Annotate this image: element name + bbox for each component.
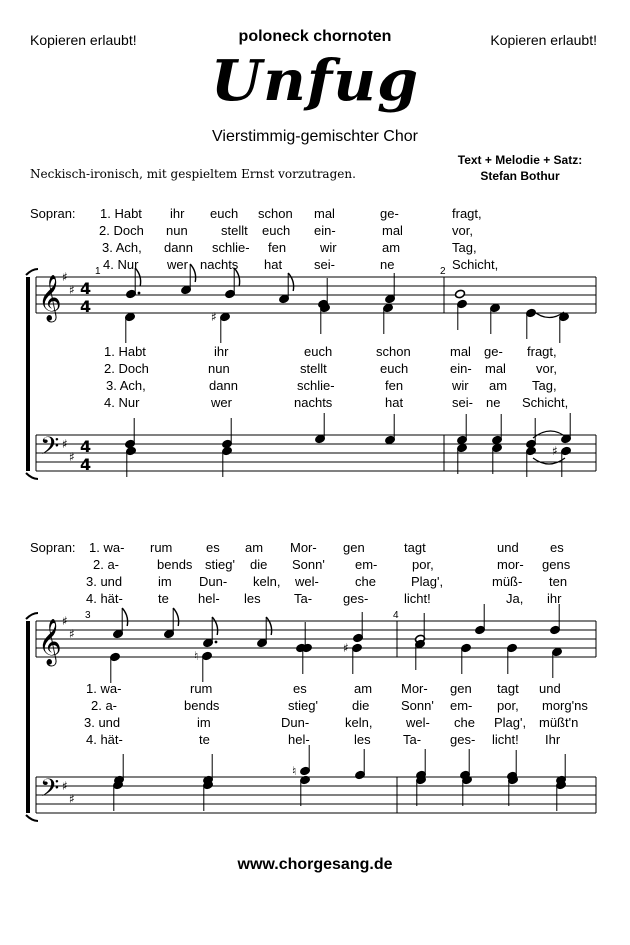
time-signature-denominator: 4 [80,455,92,474]
lyric: Mor- [290,540,317,555]
lyric: stellt [221,223,248,238]
lyric: schlie- [212,240,250,255]
treble-clef: 𝄞 [38,275,62,321]
lyric: tagt [497,681,519,696]
credit-author: Stefan Bothur [480,169,560,183]
lyric: fen [268,240,287,255]
lyric: im [197,715,211,730]
time-signature-denominator: 4 [80,297,92,316]
lyric: Sonn' [292,557,325,572]
key-signature-sharp: ♯ [69,283,75,297]
key-signature-sharp: ♯ [69,792,75,806]
lyric: wel- [295,574,319,589]
lyric: müßt'n [539,715,579,730]
lyric: stieg' [288,698,318,713]
lyric: Dun- [199,574,228,589]
lyric: schon [376,344,411,359]
lyric: hel- [288,732,310,747]
lyric: hat [264,257,283,272]
lyric: ihr [170,206,185,221]
performance-direction: Neckisch-ironisch, mit gespieltem Ernst vorzutragen. [30,167,356,181]
lyric: 3. und [86,574,123,589]
lyric: Plag', [494,715,527,730]
lyric: am [382,240,401,255]
bracket-hook [26,815,38,821]
lyric: gen [450,681,472,696]
time-signature-numerator: 4 [80,279,92,298]
lyric: 4. hät- [86,732,123,747]
lyric: stellt [300,361,327,376]
lyric: rum [190,681,213,696]
lyric: wer [167,257,188,272]
lyric: und [497,540,519,555]
lyric: bends [157,557,193,572]
brand: poloneck chornoten [238,28,392,45]
measure-number: 3 [85,610,91,621]
lyric: te [199,732,210,747]
lyric: em- [355,557,378,572]
lyric: morg'ns [542,698,588,713]
lyric: vor, [536,361,557,376]
lyric: ges- [343,591,369,606]
lyric: fragt, [452,206,482,221]
bass-clef: 𝄢 [40,432,60,467]
note-flag [173,608,178,626]
lyric: mal [314,206,335,221]
lyric: ihr [547,591,562,606]
lyric: Plag', [411,574,444,589]
key-signature-sharp: ♯ [62,614,68,628]
lyric: nachts [294,395,333,410]
lyric: und [539,681,561,696]
lyric: che [355,574,376,589]
lyric: rum [150,540,173,555]
natural-accidental: ♮ [194,649,199,663]
lyric: ges- [450,732,476,747]
credit-heading: Text + Melodie + Satz: [457,153,583,167]
lyric: Tag, [452,240,477,255]
lyric: euch [210,206,239,221]
note-head [455,289,466,299]
lyric: euch [304,344,333,359]
lyric: Tag, [532,378,557,393]
bracket-hook [26,269,38,275]
lyric: wir [320,240,337,255]
lyric: keln, [253,574,281,589]
lyric: 3. Ach, [106,378,146,393]
lyric: Ja, [506,591,524,606]
lyric: Ta- [294,591,313,606]
lyric: wir [452,378,469,393]
lyric: Mor- [401,681,428,696]
lyric: ne [380,257,395,272]
lyric: ten [549,574,568,589]
augmentation-dot [215,641,218,644]
copy-notice-right: Kopieren erlaubt! [490,32,597,48]
system-2 [26,604,596,821]
measure-number: 1 [95,266,101,277]
lyric: nun [166,223,188,238]
lyric: ihr [214,344,229,359]
lyric: nun [208,361,230,376]
lyric: euch [262,223,291,238]
lyric: nachts [200,257,239,272]
lyric: les [244,591,261,606]
lyric: 1. Habt [104,344,146,359]
lyric: euch [380,361,409,376]
lyric: die [352,698,370,713]
natural-accidental: ♮ [292,764,297,778]
measure-number: 2 [440,266,446,277]
lyric: fragt, [527,344,557,359]
lyric: es [550,540,564,555]
lyric: 4. hät- [86,591,123,606]
lyric: am [489,378,508,393]
lyric: hel- [198,591,220,606]
note-flag [212,617,217,635]
lyric: em- [450,698,473,713]
key-signature-sharp: ♯ [62,779,68,793]
lyric: am [354,681,373,696]
lyric: 1. wa- [86,681,122,696]
lyric: 2. Doch [99,223,144,238]
treble-clef: 𝄞 [38,619,62,665]
bass-clef: 𝄢 [40,774,60,809]
sharp-accidental: ♯ [211,310,217,324]
lyric: die [250,557,268,572]
lyric: les [354,732,371,747]
note-flag [190,264,195,282]
lyric: mal [485,361,506,376]
lyric: vor, [452,223,473,238]
lyric: schon [258,206,293,221]
lyric: Schicht, [452,257,499,272]
lyric: te [158,591,169,606]
lyric: es [293,681,307,696]
lyric: mor- [497,557,524,572]
lyric: dann [164,240,193,255]
lyric: bends [184,698,220,713]
sharp-accidental: ♯ [552,444,558,458]
system-1 [26,264,596,479]
lyric: ein- [450,361,472,376]
lyric: che [454,715,475,730]
lyric: sei- [452,395,473,410]
lyric: wel- [406,715,430,730]
lyric: 2. Doch [104,361,149,376]
lyric: hat [385,395,404,410]
tie [532,310,564,318]
lyric: ein- [314,223,336,238]
key-signature-sharp: ♯ [69,450,75,464]
lyric: dann [209,378,238,393]
lyric: fen [385,378,404,393]
lyric: 1. wa- [89,540,125,555]
lyric: licht! [492,732,519,747]
lyric: 3. Ach, [102,240,142,255]
lyric: 2. a- [91,698,118,713]
augmentation-dot [138,292,141,295]
lyric: müß- [492,574,523,589]
note-flag [288,273,293,291]
lyric: gen [343,540,365,555]
lyric: mal [450,344,471,359]
voice-label-sopran: Sopran: [30,206,76,221]
website-footer: www.chorgesang.de [237,856,393,873]
lyric: es [206,540,220,555]
lyric: gens [542,557,571,572]
key-signature-sharp: ♯ [62,437,68,451]
lyric: wer [211,395,232,410]
lyric: sei- [314,257,335,272]
time-signature-numerator: 4 [80,437,92,456]
lyric: 1. Habt [100,206,142,221]
lyric: Ta- [403,732,422,747]
key-signature-sharp: ♯ [62,270,68,284]
sharp-accidental: ♯ [343,641,349,655]
lyric: 4. Nur [104,395,140,410]
note-flag [122,608,127,626]
bracket-hook [26,613,38,619]
lyric: mal [382,223,403,238]
tie [533,458,565,464]
lyric: 4. Nur [103,257,139,272]
lyric: ne [486,395,501,410]
lyric: Ihr [545,732,561,747]
lyric: Sonn' [401,698,434,713]
copy-notice-left: Kopieren erlaubt! [30,32,137,48]
lyric: stieg' [205,557,235,572]
lyric: 2. a- [93,557,120,572]
lyric: schlie- [297,378,335,393]
lyric: 3. und [84,715,121,730]
lyric: tagt [404,540,426,555]
lyric: licht! [404,591,431,606]
lyric: am [245,540,264,555]
lyric: keln, [345,715,373,730]
voice-label-sopran: Sopran: [30,540,76,555]
lyric: por, [412,557,434,572]
lyric: Dun- [281,715,310,730]
measure-number: 4 [393,610,399,621]
lyric: Schicht, [522,395,569,410]
lyric: im [158,574,172,589]
subtitle: Vierstimmig-gemischter Chor [212,128,418,145]
lyric: ge- [380,206,399,221]
note-flag [266,617,271,635]
lyric: por, [497,698,519,713]
song-title: Unfug [210,48,420,114]
key-signature-sharp: ♯ [69,627,75,641]
bracket-hook [26,473,38,479]
lyric: ge- [484,344,503,359]
